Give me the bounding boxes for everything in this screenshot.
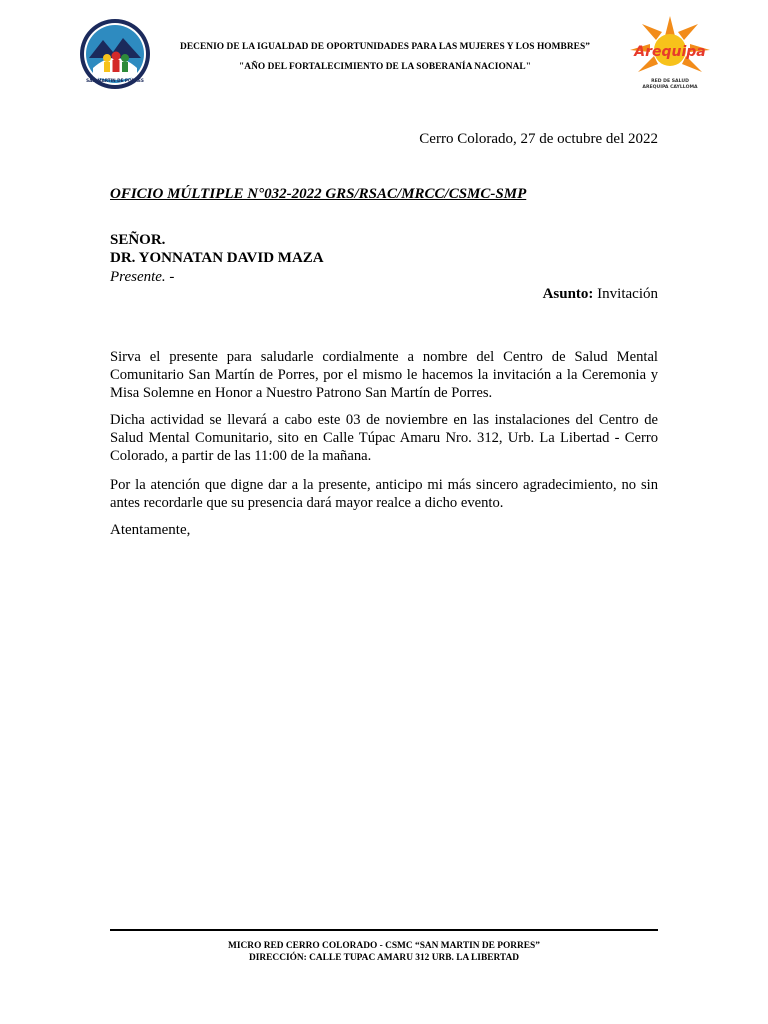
svg-text:RED DE SALUD: RED DE SALUD bbox=[651, 79, 689, 84]
closing-line: Atentamente, bbox=[110, 522, 191, 538]
addressee-title: SEÑOR. bbox=[110, 232, 166, 248]
header-decade-line: DECENIO DE LA IGUALDAD DE OPORTUNIDADES PARA LAS MUJERES Y LOS HOMBRES” bbox=[180, 42, 590, 52]
arequipa-sun-icon bbox=[624, 14, 716, 98]
body-paragraph-1: Sirva el presente para saludarle cordialmente a nombre del Centro de Salud Mental Comunitario San Martín de Porres, por el mismo le hacemos la invitación a la Ceremonia y Misa Solemne en Honor a Nuestro Patrono San Martín de Porres. bbox=[110, 349, 658, 401]
body-paragraph-2: Dicha actividad se llevará a cabo este 03 de noviembre en las instalaciones del Centro de Salud Mental Comunitario, sito en Calle Túpac Amaru Nro. 312, Urb. La Libertad - Cerro Colorado, a partir de las 11:00 de la mañana. bbox=[110, 412, 658, 464]
subject-value: Invitación bbox=[597, 286, 658, 302]
subject-label: Asunto: bbox=[542, 286, 594, 302]
addressee-name: DR. YONNATAN DAVID MAZA bbox=[110, 250, 324, 266]
body-paragraph-3: Por la atención que digne dar a la presente, anticipo mi más sincero agradecimiento, no sin antes recordarle que su presencia dará mayor realce a dicho evento. bbox=[110, 477, 658, 511]
svg-text:Arequipa: Arequipa bbox=[634, 44, 706, 60]
footer-divider bbox=[110, 929, 658, 931]
csmc-seal-icon bbox=[79, 18, 151, 90]
footer-organization: MICRO RED CERRO COLORADO - CSMC “SAN MARTIN DE PORRES” bbox=[228, 941, 540, 951]
svg-text:AREQUIPA CAYLLOMA: AREQUIPA CAYLLOMA bbox=[642, 85, 698, 90]
footer-address: DIRECCIÓN: CALLE TUPAC AMARU 312 URB. LA LIBERTAD bbox=[248, 953, 519, 963]
document-reference: OFICIO MÚLTIPLE N°032-2022 GRS/RSAC/MRCC/CSMC-SMP bbox=[110, 186, 527, 202]
date-line: Cerro Colorado, 27 de octubre del 2022 bbox=[419, 131, 658, 147]
addressee-presente: Presente. - bbox=[110, 269, 175, 285]
header-year-line: "AÑO DEL FORTALECIMIENTO DE LA SOBERANÍA NACIONAL" bbox=[239, 62, 531, 72]
subject-line bbox=[543, 286, 658, 303]
svg-text:SAN MARTIN DE PORRES: SAN MARTIN DE PORRES bbox=[86, 78, 144, 83]
